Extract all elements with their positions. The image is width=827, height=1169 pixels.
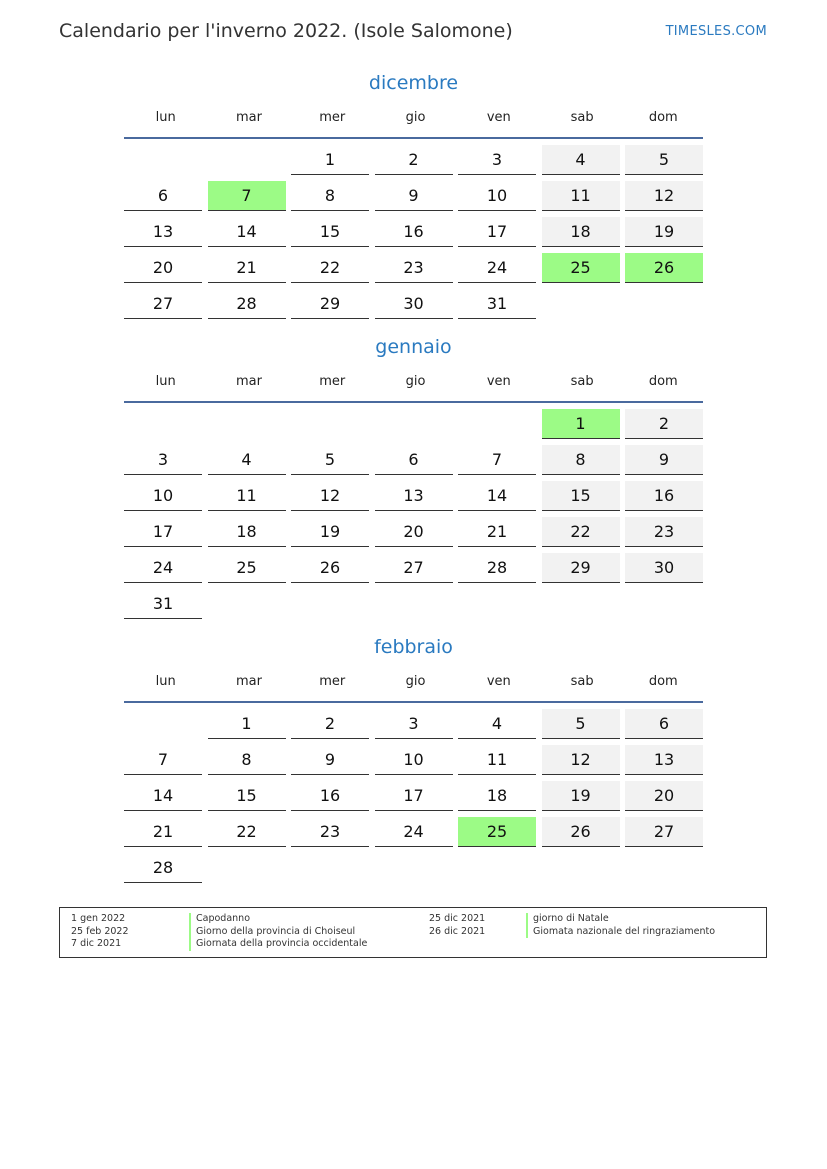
day-cell[interactable]: 5 [625, 145, 703, 175]
legend-date: 7 dic 2021 [71, 938, 122, 949]
empty-cell [208, 409, 286, 438]
legend-name: Capodanno [189, 913, 367, 926]
day-cell[interactable]: 24 [458, 253, 536, 283]
day-cell[interactable]: 12 [542, 745, 620, 775]
day-cell[interactable]: 15 [208, 781, 286, 811]
weekday-label: ven [486, 110, 511, 125]
day-cell[interactable]: 18 [542, 217, 620, 247]
weekday-header [124, 101, 703, 139]
day-cell[interactable]: 28 [124, 853, 202, 883]
day-cell[interactable]: 6 [625, 709, 703, 739]
month-title: febbraio [374, 636, 453, 658]
empty-cell [375, 409, 453, 438]
month-title: dicembre [368, 72, 459, 94]
day-cell[interactable]: 11 [542, 181, 620, 211]
empty-cell [124, 409, 202, 438]
weekday-label: gio [405, 110, 426, 125]
month-dicembre [124, 65, 703, 319]
legend-dates-right [429, 913, 485, 938]
weekday-label: gio [405, 374, 426, 389]
day-cell[interactable]: 18 [458, 781, 536, 811]
weekday-label: mer [319, 374, 346, 389]
month-gennaio [124, 329, 703, 619]
weekday-label: mer [319, 110, 346, 125]
day-cell[interactable]: 23 [375, 253, 453, 283]
day-cell[interactable]: 16 [625, 481, 703, 511]
holiday-day-cell[interactable]: 25 [458, 817, 536, 847]
day-cell[interactable]: 12 [291, 481, 369, 511]
legend-name: Giorno della provincia di Choiseul [189, 926, 367, 939]
day-cell[interactable]: 5 [291, 445, 369, 475]
day-cell[interactable]: 30 [375, 289, 453, 319]
day-cell[interactable]: 13 [124, 217, 202, 247]
day-cell[interactable]: 10 [124, 481, 202, 511]
weekday-header [124, 365, 703, 403]
day-cell[interactable]: 27 [625, 817, 703, 847]
day-cell[interactable]: 4 [458, 709, 536, 739]
day-cell[interactable]: 8 [208, 745, 286, 775]
weekday-label: dom [648, 374, 678, 389]
day-cell[interactable]: 24 [375, 817, 453, 847]
empty-cell [291, 409, 369, 438]
day-cell[interactable]: 13 [625, 745, 703, 775]
day-cell[interactable]: 3 [458, 145, 536, 175]
day-cell[interactable]: 14 [458, 481, 536, 511]
day-cell[interactable]: 21 [458, 517, 536, 547]
day-cell[interactable]: 21 [124, 817, 202, 847]
day-cell[interactable]: 30 [625, 553, 703, 583]
day-cell[interactable]: 22 [542, 517, 620, 547]
holiday-day-cell[interactable]: 1 [542, 409, 620, 439]
day-cell[interactable]: 18 [208, 517, 286, 547]
legend-date: 25 feb 2022 [71, 925, 129, 937]
day-cell[interactable]: 6 [124, 181, 202, 211]
weekday-label: lun [155, 374, 176, 389]
legend-name: Giornata della provincia occidentale [189, 938, 367, 951]
holiday-legend [59, 907, 767, 958]
day-cell[interactable]: 10 [458, 181, 536, 211]
brand-link[interactable]: TIMESLES.COM [665, 24, 767, 39]
legend-names-left [189, 913, 367, 951]
day-cell[interactable]: 10 [375, 745, 453, 775]
day-cell[interactable]: 28 [208, 289, 286, 319]
weekday-label: mar [235, 674, 262, 689]
day-cell[interactable]: 16 [375, 217, 453, 247]
day-cell[interactable]: 20 [375, 517, 453, 547]
holiday-day-cell[interactable]: 25 [542, 253, 620, 283]
weekday-label: ven [486, 374, 511, 389]
month-febbraio [124, 629, 703, 883]
day-cell[interactable]: 14 [208, 217, 286, 247]
month-title: gennaio [375, 336, 452, 358]
weekday-label: sab [570, 674, 594, 689]
weekday-label: mar [235, 110, 262, 125]
day-cell[interactable]: 13 [375, 481, 453, 511]
day-cell[interactable]: 3 [124, 445, 202, 475]
weekday-label: gio [405, 674, 426, 689]
months [124, 65, 703, 893]
legend-name: giorno di Natale [526, 913, 715, 926]
weekday-label: dom [648, 110, 678, 125]
weekday-label: sab [570, 110, 594, 125]
day-cell[interactable]: 9 [625, 445, 703, 475]
page-title: Calendario per l'inverno 2022. (Isole Salomone) [59, 20, 513, 42]
day-cell[interactable]: 8 [291, 181, 369, 211]
day-cell[interactable]: 4 [208, 445, 286, 475]
weekday-label: mar [235, 374, 262, 389]
day-cell[interactable]: 26 [542, 817, 620, 847]
day-cell[interactable]: 2 [291, 709, 369, 739]
day-cell[interactable]: 19 [542, 781, 620, 811]
day-cell[interactable]: 1 [208, 709, 286, 739]
day-cell[interactable]: 27 [375, 553, 453, 583]
empty-cell [124, 709, 202, 738]
day-cell[interactable]: 9 [291, 745, 369, 775]
day-grid [124, 139, 703, 319]
day-cell[interactable]: 7 [458, 445, 536, 475]
day-cell[interactable]: 2 [625, 409, 703, 439]
day-cell[interactable]: 22 [208, 817, 286, 847]
day-cell[interactable]: 8 [542, 445, 620, 475]
weekday-label: lun [155, 674, 176, 689]
day-cell[interactable]: 3 [375, 709, 453, 739]
day-cell[interactable]: 28 [458, 553, 536, 583]
holiday-day-cell[interactable]: 7 [208, 181, 286, 211]
day-cell[interactable]: 31 [124, 589, 202, 619]
day-cell[interactable]: 17 [458, 217, 536, 247]
empty-cell [208, 145, 286, 174]
day-cell[interactable]: 11 [208, 481, 286, 511]
day-cell[interactable]: 24 [124, 553, 202, 583]
day-cell[interactable]: 12 [625, 181, 703, 211]
day-cell[interactable]: 17 [375, 781, 453, 811]
legend-names-right [526, 913, 715, 938]
day-cell[interactable]: 20 [625, 781, 703, 811]
day-cell[interactable]: 14 [124, 781, 202, 811]
day-cell[interactable]: 15 [542, 481, 620, 511]
day-cell[interactable]: 21 [208, 253, 286, 283]
legend-name: Giomata nazionale del ringraziamento [526, 926, 715, 939]
day-cell[interactable]: 1 [291, 145, 369, 175]
day-cell[interactable]: 9 [375, 181, 453, 211]
day-cell[interactable]: 29 [542, 553, 620, 583]
day-cell[interactable]: 19 [291, 517, 369, 547]
day-grid [124, 403, 703, 619]
day-cell[interactable]: 16 [291, 781, 369, 811]
day-cell[interactable]: 11 [458, 745, 536, 775]
day-cell[interactable]: 27 [124, 289, 202, 319]
day-grid [124, 703, 703, 883]
legend-dates-left [71, 913, 129, 951]
day-cell[interactable]: 6 [375, 445, 453, 475]
day-cell[interactable]: 2 [375, 145, 453, 175]
weekday-label: mer [319, 674, 346, 689]
day-cell[interactable]: 25 [208, 553, 286, 583]
day-cell[interactable]: 23 [291, 817, 369, 847]
weekday-label: lun [155, 110, 176, 125]
day-cell[interactable]: 5 [542, 709, 620, 739]
day-cell[interactable]: 31 [458, 289, 536, 319]
legend-date: 25 dic 2021 [429, 913, 486, 924]
day-cell[interactable]: 19 [625, 217, 703, 247]
day-cell[interactable]: 17 [124, 517, 202, 547]
weekday-label: sab [570, 374, 594, 389]
day-cell[interactable]: 22 [291, 253, 369, 283]
day-cell[interactable]: 7 [124, 745, 202, 775]
weekday-header [124, 665, 703, 703]
day-cell[interactable]: 4 [542, 145, 620, 175]
empty-cell [458, 409, 536, 438]
legend-date: 1 gen 2022 [71, 913, 126, 924]
day-cell[interactable]: 15 [291, 217, 369, 247]
weekday-label: dom [648, 674, 678, 689]
empty-cell [124, 145, 202, 174]
holiday-day-cell[interactable]: 26 [625, 253, 703, 283]
day-cell[interactable]: 20 [124, 253, 202, 283]
day-cell[interactable]: 26 [291, 553, 369, 583]
day-cell[interactable]: 23 [625, 517, 703, 547]
weekday-label: ven [486, 674, 511, 689]
day-cell[interactable]: 29 [291, 289, 369, 319]
legend-date: 26 dic 2021 [429, 925, 486, 937]
